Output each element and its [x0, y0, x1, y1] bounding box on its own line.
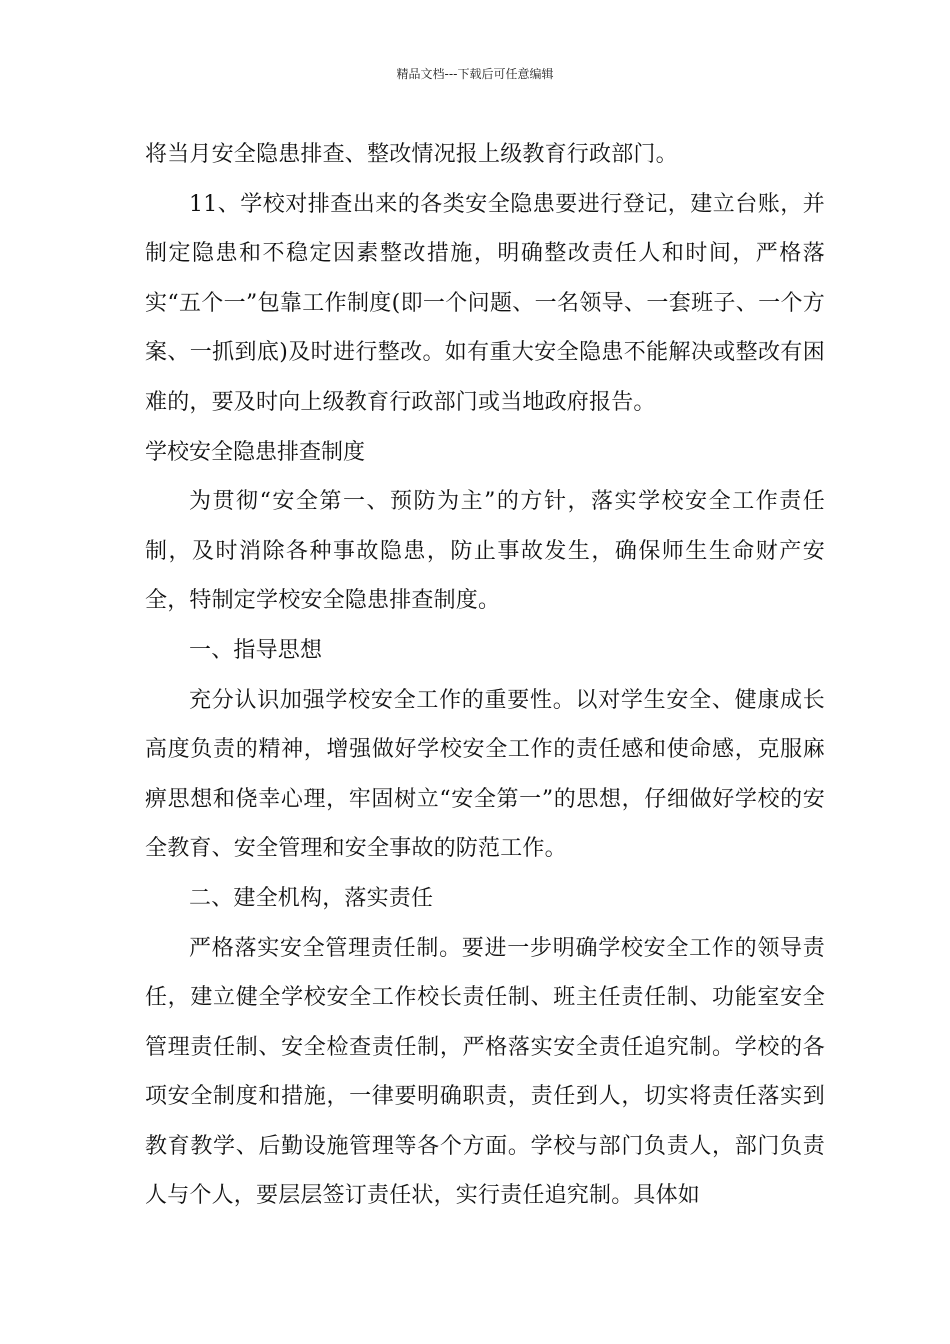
section-body-1: 充分认识加强学校安全工作的重要性。以对学生安全、健康成长高度负责的精神，增强做好学校安全工作的责任感和使命感，克服麻痹思想和侥幸心理，牢固树立“安全第一”的思想，仔细做好学校的安全教育、安全管理和安全事故的防范工作。 [145, 687, 825, 862]
paragraph-item-11: 11、学校对排查出来的各类安全隐患要进行登记，建立台账，并制定隐患和不稳定因素整改措施，明确整改责任人和时间，严格落实“五个一”包靠工作制度(即一个问题、一名领导、一套班子、一个方案、一抓到底)及时进行整改。如有重大安全隐患不能解决或整改有困难的，要及时向上级教育行政部门或当地政府报告。 [145, 191, 825, 415]
page-header: 精品文档---下载后可任意编辑 [396, 67, 554, 81]
paragraph-intro: 为贯彻“安全第一、预防为主”的方针，落实学校安全工作责任制，及时消除各种事故隐患，防止事故发生，确保师生生命财产安全，特制定学校安全隐患排查制度。 [145, 489, 825, 614]
section-heading-1: 一、指导思想 [189, 637, 323, 663]
section-body-2: 严格落实安全管理责任制。要进一步明确学校安全工作的领导责任，建立健全学校安全工作校长责任制、班主任责任制、功能室安全管理责任制、安全检查责任制，严格落实安全责任追究制。学校的各项安全制度和措施，一律要明确职责，责任到人，切实将责任落实到教育教学、后勤设施管理等各个方面。学校与部门负责人，部门负责人与个人，要层层签订责任状，实行责任追究制。具体如 [145, 935, 825, 1209]
section-heading-2: 二、建全机构，落实责任 [189, 885, 434, 911]
document-body [145, 130, 825, 1221]
paragraph-continuation: 将当月安全隐患排查、整改情况报上级教育行政部门。 [145, 142, 678, 167]
document-title: 学校安全隐患排查制度 [145, 439, 366, 465]
